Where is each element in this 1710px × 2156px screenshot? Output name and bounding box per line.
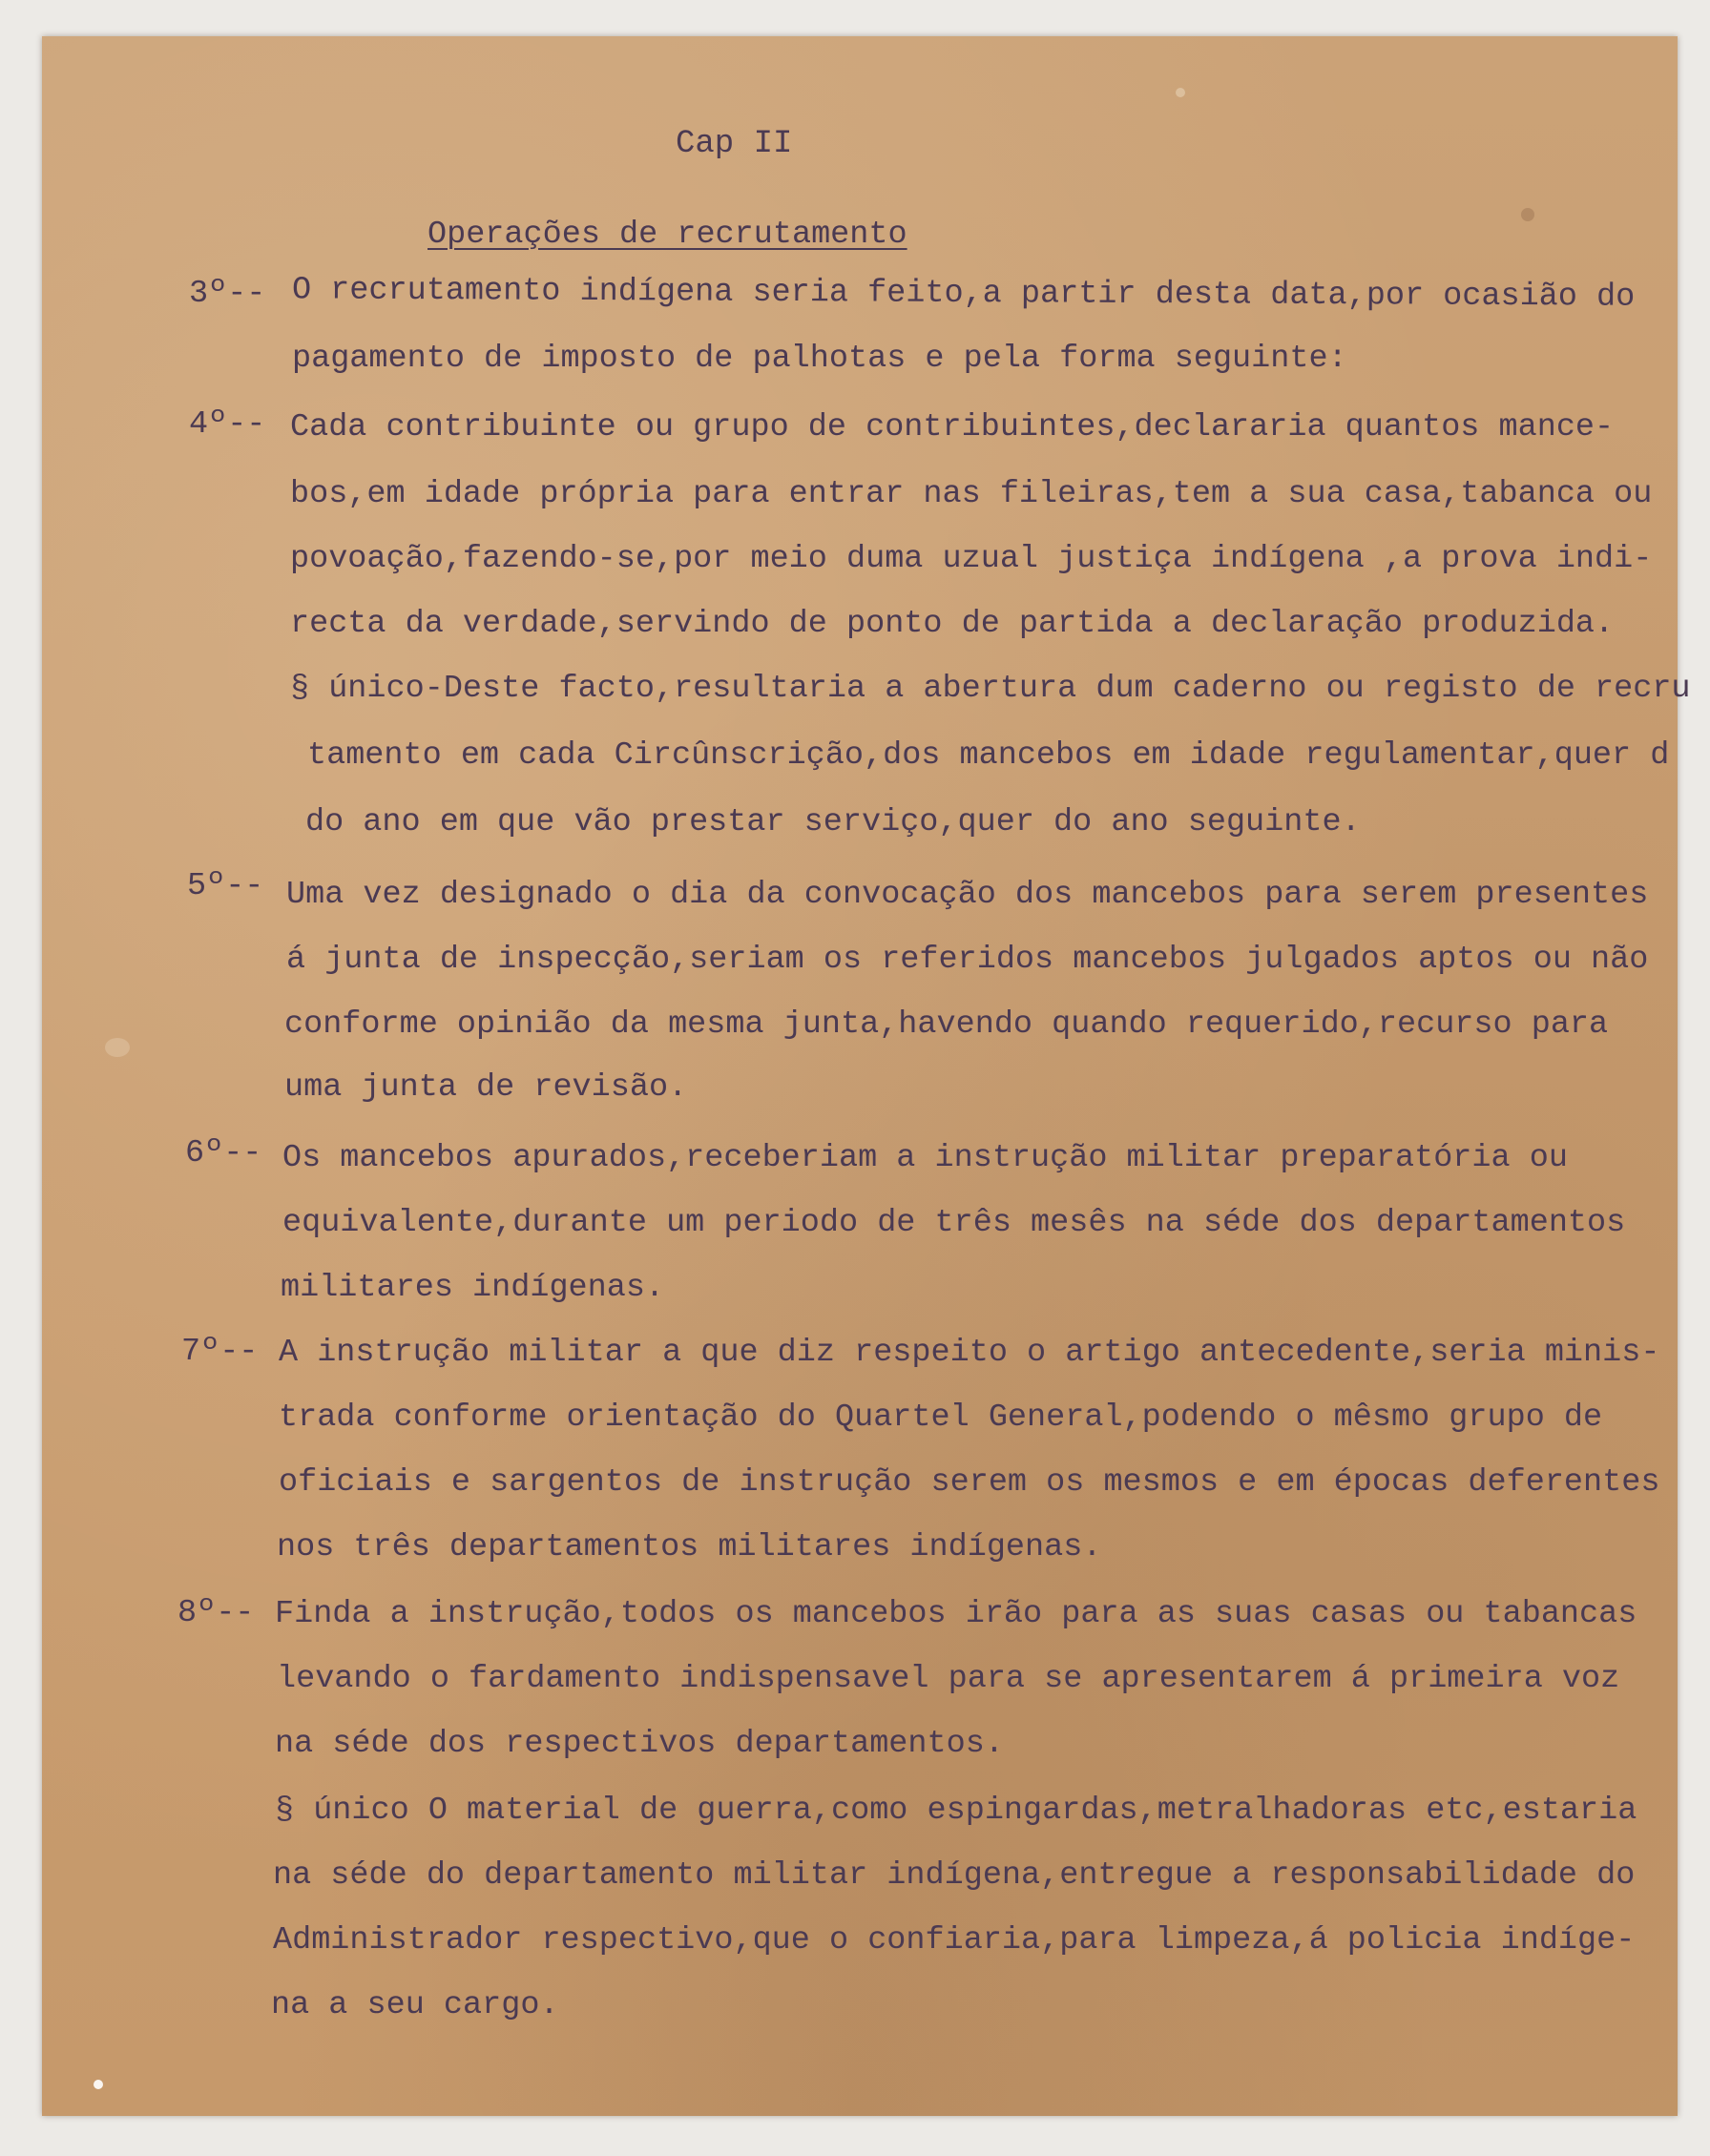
item-8-paragraph-line-4: na a seu cargo.	[271, 1987, 559, 2023]
item-number-7: 7º--	[181, 1334, 259, 1370]
item-4-line-2: bos,em idade própria para entrar nas fileiras,tem a sua casa,tabanca ou	[290, 476, 1653, 512]
item-5-line-1: Uma vez designado o dia da convocação dos mancebos para serem presentes	[286, 877, 1649, 913]
paper-speck	[1176, 88, 1185, 97]
item-number-4: 4º--	[189, 406, 266, 443]
paper-speck	[94, 2080, 103, 2089]
item-4-paragraph-line-3: do ano em que vão prestar serviço,quer do ano seguinte.	[305, 804, 1361, 840]
item-6-line-1: Os mancebos apurados,receberiam a instrução militar preparatória ou	[282, 1140, 1568, 1176]
paper-speck	[1521, 208, 1534, 221]
item-8-paragraph-line-3: Administrador respectivo,que o confiaria,para limpeza,á policia indíge-	[273, 1922, 1636, 1959]
item-8-paragraph-line-2: na séde do departamento militar indígena,entregue a responsabilidade do	[273, 1857, 1636, 1894]
item-number-8: 8º--	[177, 1595, 255, 1631]
item-4-paragraph-line-1: § único-Deste facto,resultaria a abertura dum caderno ou registo de recru	[290, 671, 1691, 707]
item-number-3: 3º--	[189, 276, 266, 312]
item-4-line-3: povoação,fazendo-se,por meio duma uzual justiça indígena ,a prova indi-	[290, 541, 1653, 577]
item-7-line-3: oficiais e sargentos de instrução serem os mesmos e em épocas deferentes	[279, 1464, 1660, 1501]
item-4-line-1: Cada contribuinte ou grupo de contribuintes,declararia quantos mance-	[290, 409, 1615, 446]
item-number-6: 6º--	[185, 1135, 262, 1171]
item-4-line-4: recta da verdade,servindo de ponto de partida a declaração produzida.	[290, 606, 1615, 642]
item-7-line-4: nos três departamentos militares indígenas.	[277, 1529, 1102, 1565]
item-7-line-2: trada conforme orientação do Quartel General,podendo o mêsmo grupo de	[279, 1399, 1603, 1436]
item-7-line-1: A instrução militar a que diz respeito o artigo antecedente,seria minis-	[279, 1335, 1660, 1371]
item-8-line-3: na séde dos respectivos departamentos.	[275, 1726, 1004, 1762]
item-4-paragraph-line-2: tamento em cada Circûnscrição,dos mancebos em idade regulamentar,quer d	[307, 737, 1670, 774]
item-8-paragraph-line-1: § único O material de guerra,como espingardas,metralhadoras etc,estaria	[275, 1793, 1637, 1829]
item-6-line-2: equivalente,durante um periodo de três mesês na séde dos departamentos	[282, 1205, 1626, 1241]
paper-speck	[105, 1038, 130, 1057]
item-3-line-1: O recrutamento indígena seria feito,a partir desta data,por ocasião do	[291, 272, 1636, 316]
item-5-line-3: conforme opinião da mesma junta,havendo quando requerido,recurso para	[284, 1006, 1609, 1043]
item-5-line-4: uma junta de revisão.	[284, 1069, 688, 1106]
section-heading: Operações de recrutamento	[428, 217, 907, 253]
item-number-5: 5º--	[187, 868, 264, 904]
item-8-line-1: Finda a instrução,todos os mancebos irão para as suas casas ou tabancas	[275, 1596, 1637, 1632]
item-5-line-2: á junta de inspecção,seriam os referidos mancebos julgados aptos ou não	[286, 942, 1649, 978]
chapter-title: Cap II	[676, 126, 793, 162]
item-6-line-3: militares indígenas.	[281, 1270, 665, 1306]
item-3-line-2: pagamento de imposto de palhotas e pela forma seguinte:	[292, 341, 1347, 377]
item-8-line-2: levando o fardamento indispensavel para se apresentarem á primeira voz	[277, 1661, 1620, 1697]
